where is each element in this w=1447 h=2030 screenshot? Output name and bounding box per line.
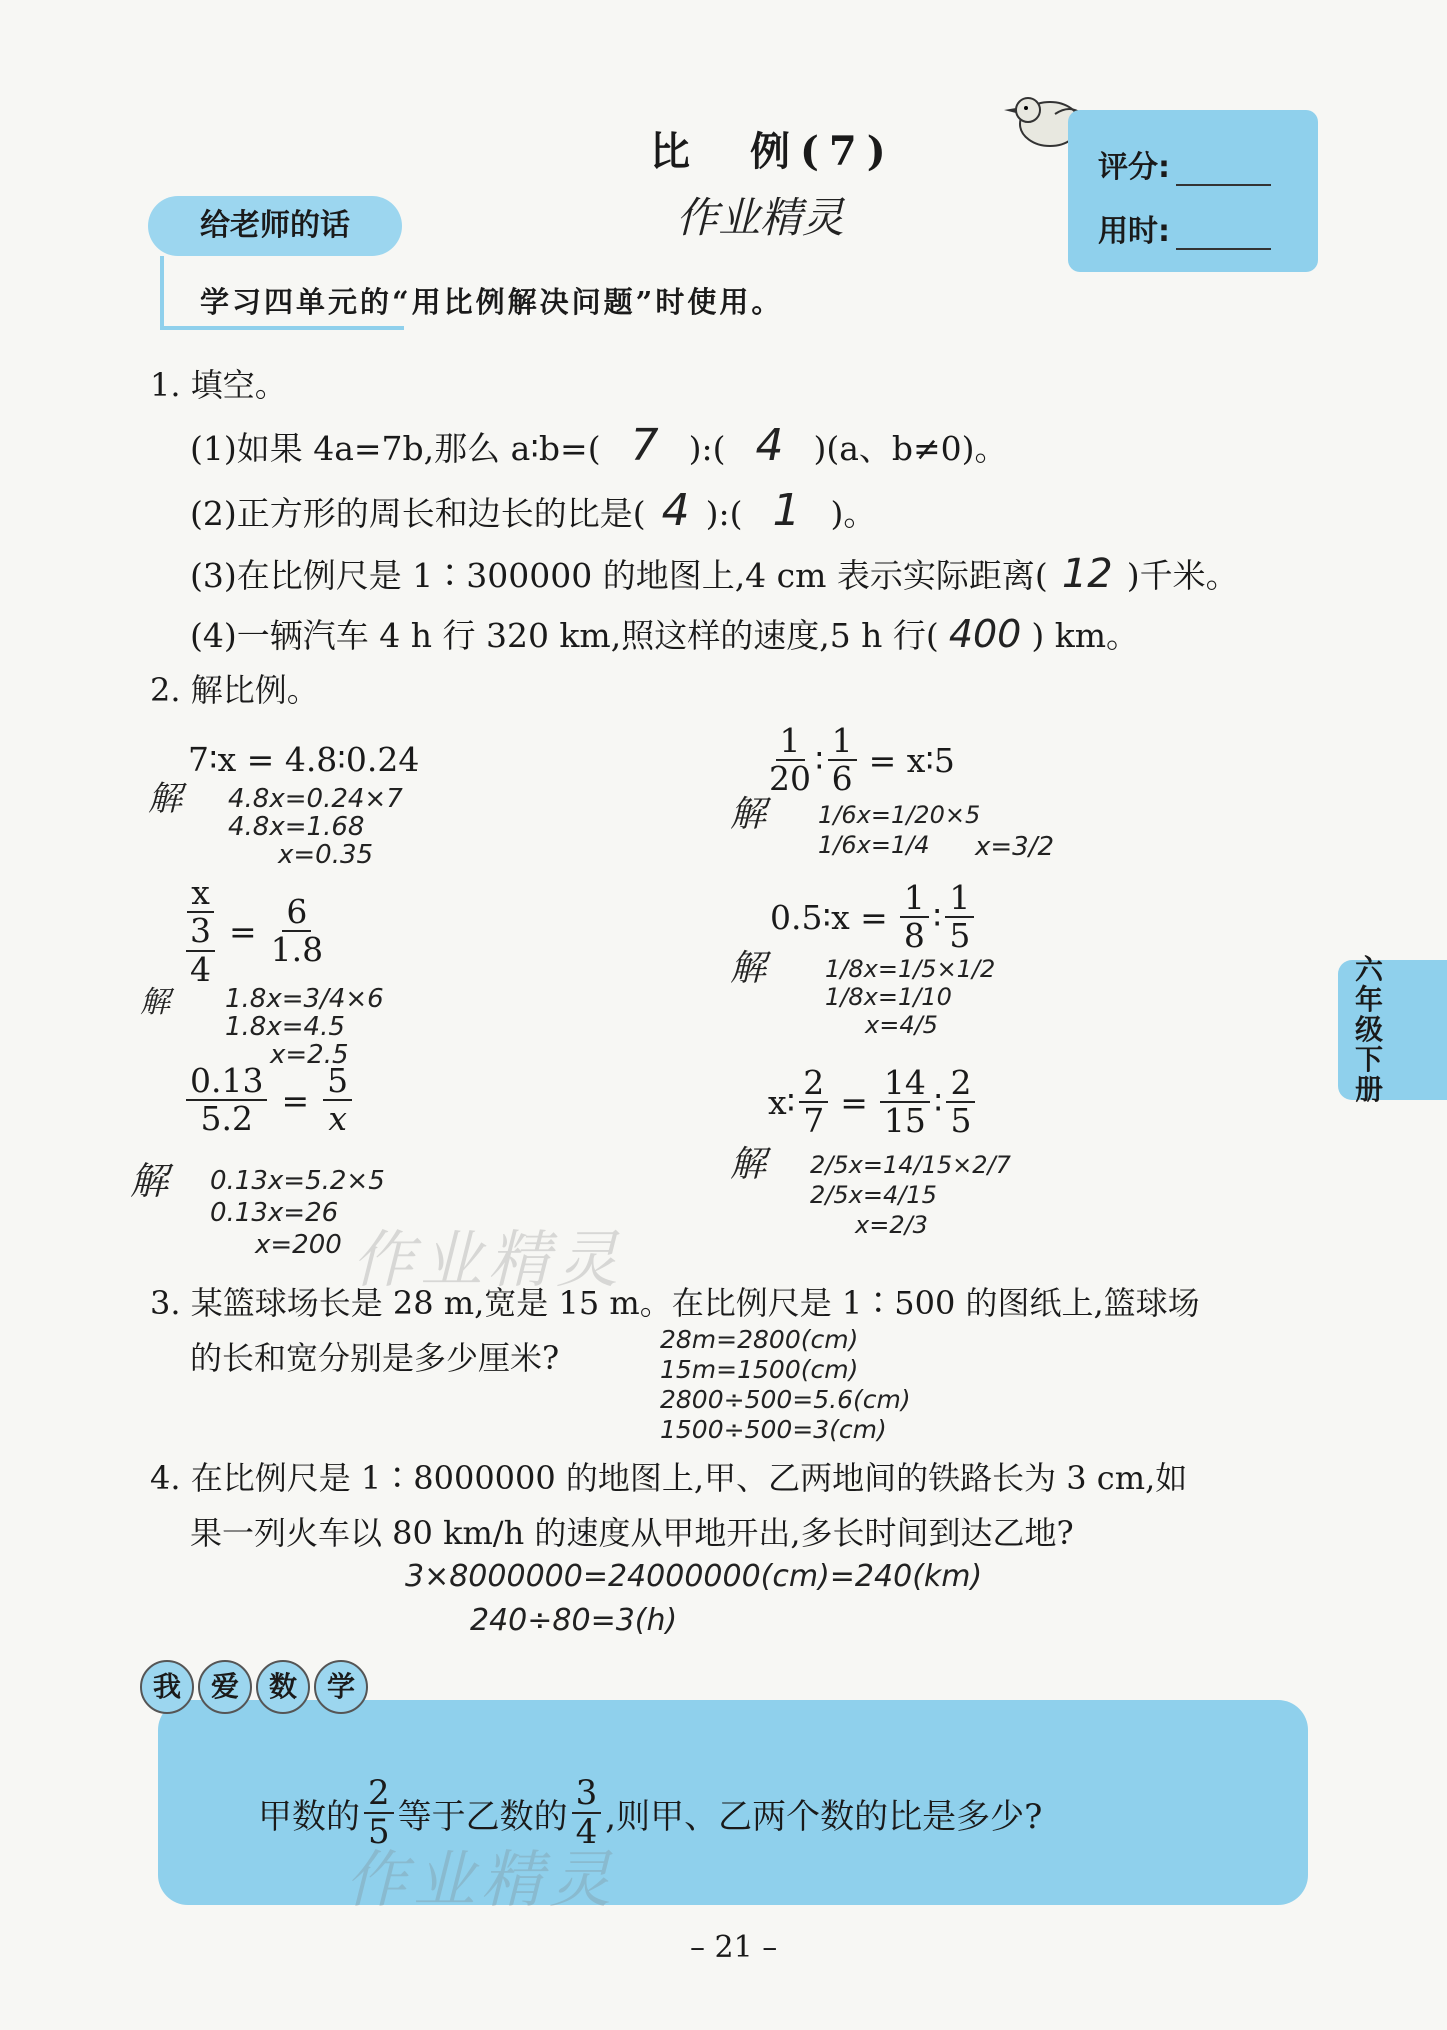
proportion-2: $\frac{x}{\frac{3}{4}}$ = $\frac{6}{1.8}$ xyxy=(182,875,327,988)
q3-line-2: 的长和宽分别是多少厘米? xyxy=(190,1339,560,1377)
answer: 4 xyxy=(661,485,690,536)
q2-title: 2. 解比例。 xyxy=(150,671,319,709)
proportion-4: $\frac{1}{20}$ ∶ $\frac{1}{6}$ = x∶5 xyxy=(769,721,955,799)
proportion-6: x∶ $\frac{2}{7}$ = $\frac{14}{15}$ ∶ $\frac{2}{5}$ xyxy=(768,1065,979,1140)
work-4: 解 1/6x=1/20×5 1/6x=1/4 x=3/2 xyxy=(730,794,1055,862)
q4-line-2: 果一列火车以 80 km/h 的速度从甲地开出,多长时间到达乙地? xyxy=(190,1514,1074,1552)
title-char: 爱 xyxy=(198,1660,252,1714)
watermark: 作业精灵 xyxy=(352,1223,625,1296)
time-field[interactable] xyxy=(1098,206,1271,250)
title-char: 我 xyxy=(140,1660,194,1714)
time-blank[interactable] xyxy=(1176,220,1271,250)
time-label: 用时: xyxy=(1098,214,1170,249)
q1-item-1: (1)如果 4a=7b,那么 a∶b=( 7 ):( 4 )(a、b≠0)。 xyxy=(190,420,1008,471)
answer: 400 xyxy=(948,612,1022,656)
q3-line-1: 3. 某篮球场长是 28 m,宽是 15 m。在比例尺是 1∶500 的图纸上,篮球场 xyxy=(150,1284,1200,1322)
page-title: 比 例(7) xyxy=(650,128,896,175)
work-3: 解 0.13x=5.2×5 0.13x=26 x=200 xyxy=(130,1159,385,1260)
q1-item-2: (2)正方形的周长和边长的比是( 4 ):( 1 )。 xyxy=(190,485,877,536)
proportion-5: 0.5∶x = $\frac{1}{8}$ ∶ $\frac{1}{5}$ xyxy=(770,880,978,955)
q1-item-3: (3)在比例尺是 1∶300000 的地图上,4 cm 表示实际距离( 12 )千米。 xyxy=(190,551,1239,597)
page-number: – 21 – xyxy=(690,1930,778,1965)
love-math-title xyxy=(140,1660,372,1714)
grade-tab-label: 六年级下册 xyxy=(1355,953,1384,1106)
proportion-3: $\frac{0.13}{5.2}$ = $\frac{5}{x}$ xyxy=(182,1063,356,1138)
q1-title: 1. 填空。 xyxy=(150,366,287,404)
score-field[interactable] xyxy=(1098,142,1271,186)
answer: 4 xyxy=(755,420,784,471)
score-label: 评分: xyxy=(1098,150,1170,185)
q4-line-1: 4. 在比例尺是 1∶8000000 的地图上,甲、乙两地间的铁路长为 3 cm,如 xyxy=(150,1459,1188,1497)
proportion-1: 7∶x = 4.8∶0.24 xyxy=(188,740,420,779)
answer: 1 xyxy=(772,485,801,536)
score-box xyxy=(1068,110,1318,272)
teacher-note-tag: 给老师的话 xyxy=(148,196,402,256)
work-2: 解 1.8x=3/4×6 1.8x=4.5 x=2.5 xyxy=(140,984,384,1070)
work-6: 解 2/5x=14/15×2/7 2/5x=4/15 x=2/3 xyxy=(730,1144,1011,1239)
watermark: 作业精灵 xyxy=(345,1843,618,1916)
teacher-note-text: 学习四单元的“用比例解决问题”时使用。 xyxy=(200,285,784,319)
answer: 12 xyxy=(1061,551,1113,597)
score-blank[interactable] xyxy=(1176,156,1271,186)
title-char: 数 xyxy=(256,1660,310,1714)
answer: 7 xyxy=(630,420,659,471)
q4-work: 3×8000000=24000000(cm)=240(km) 240÷80=3(h) xyxy=(405,1559,983,1638)
q1-item-4: (4)一辆汽车 4 h 行 320 km,照这样的速度,5 h 行( 400 ) km。 xyxy=(190,612,1139,656)
handwritten-stamp: 作业精灵 xyxy=(676,193,845,242)
work-1: 解 4.8x=0.24×7 4.8x=1.68 x=0.35 xyxy=(148,779,403,870)
q3-work: 28m=2800(cm) 15m=1500(cm) 2800÷500=5.6(cm) 1500÷500=3(cm) xyxy=(660,1325,911,1444)
love-math-question: 甲数的 $\frac{2}{5}$ 等于乙数的 $\frac{3}{4}$ ,则甲、乙两个数的比是多少? xyxy=(258,1773,1043,1853)
title-char: 学 xyxy=(314,1660,368,1714)
work-5: 解 1/8x=1/5×1/2 1/8x=1/10 x=4/5 xyxy=(730,948,996,1039)
